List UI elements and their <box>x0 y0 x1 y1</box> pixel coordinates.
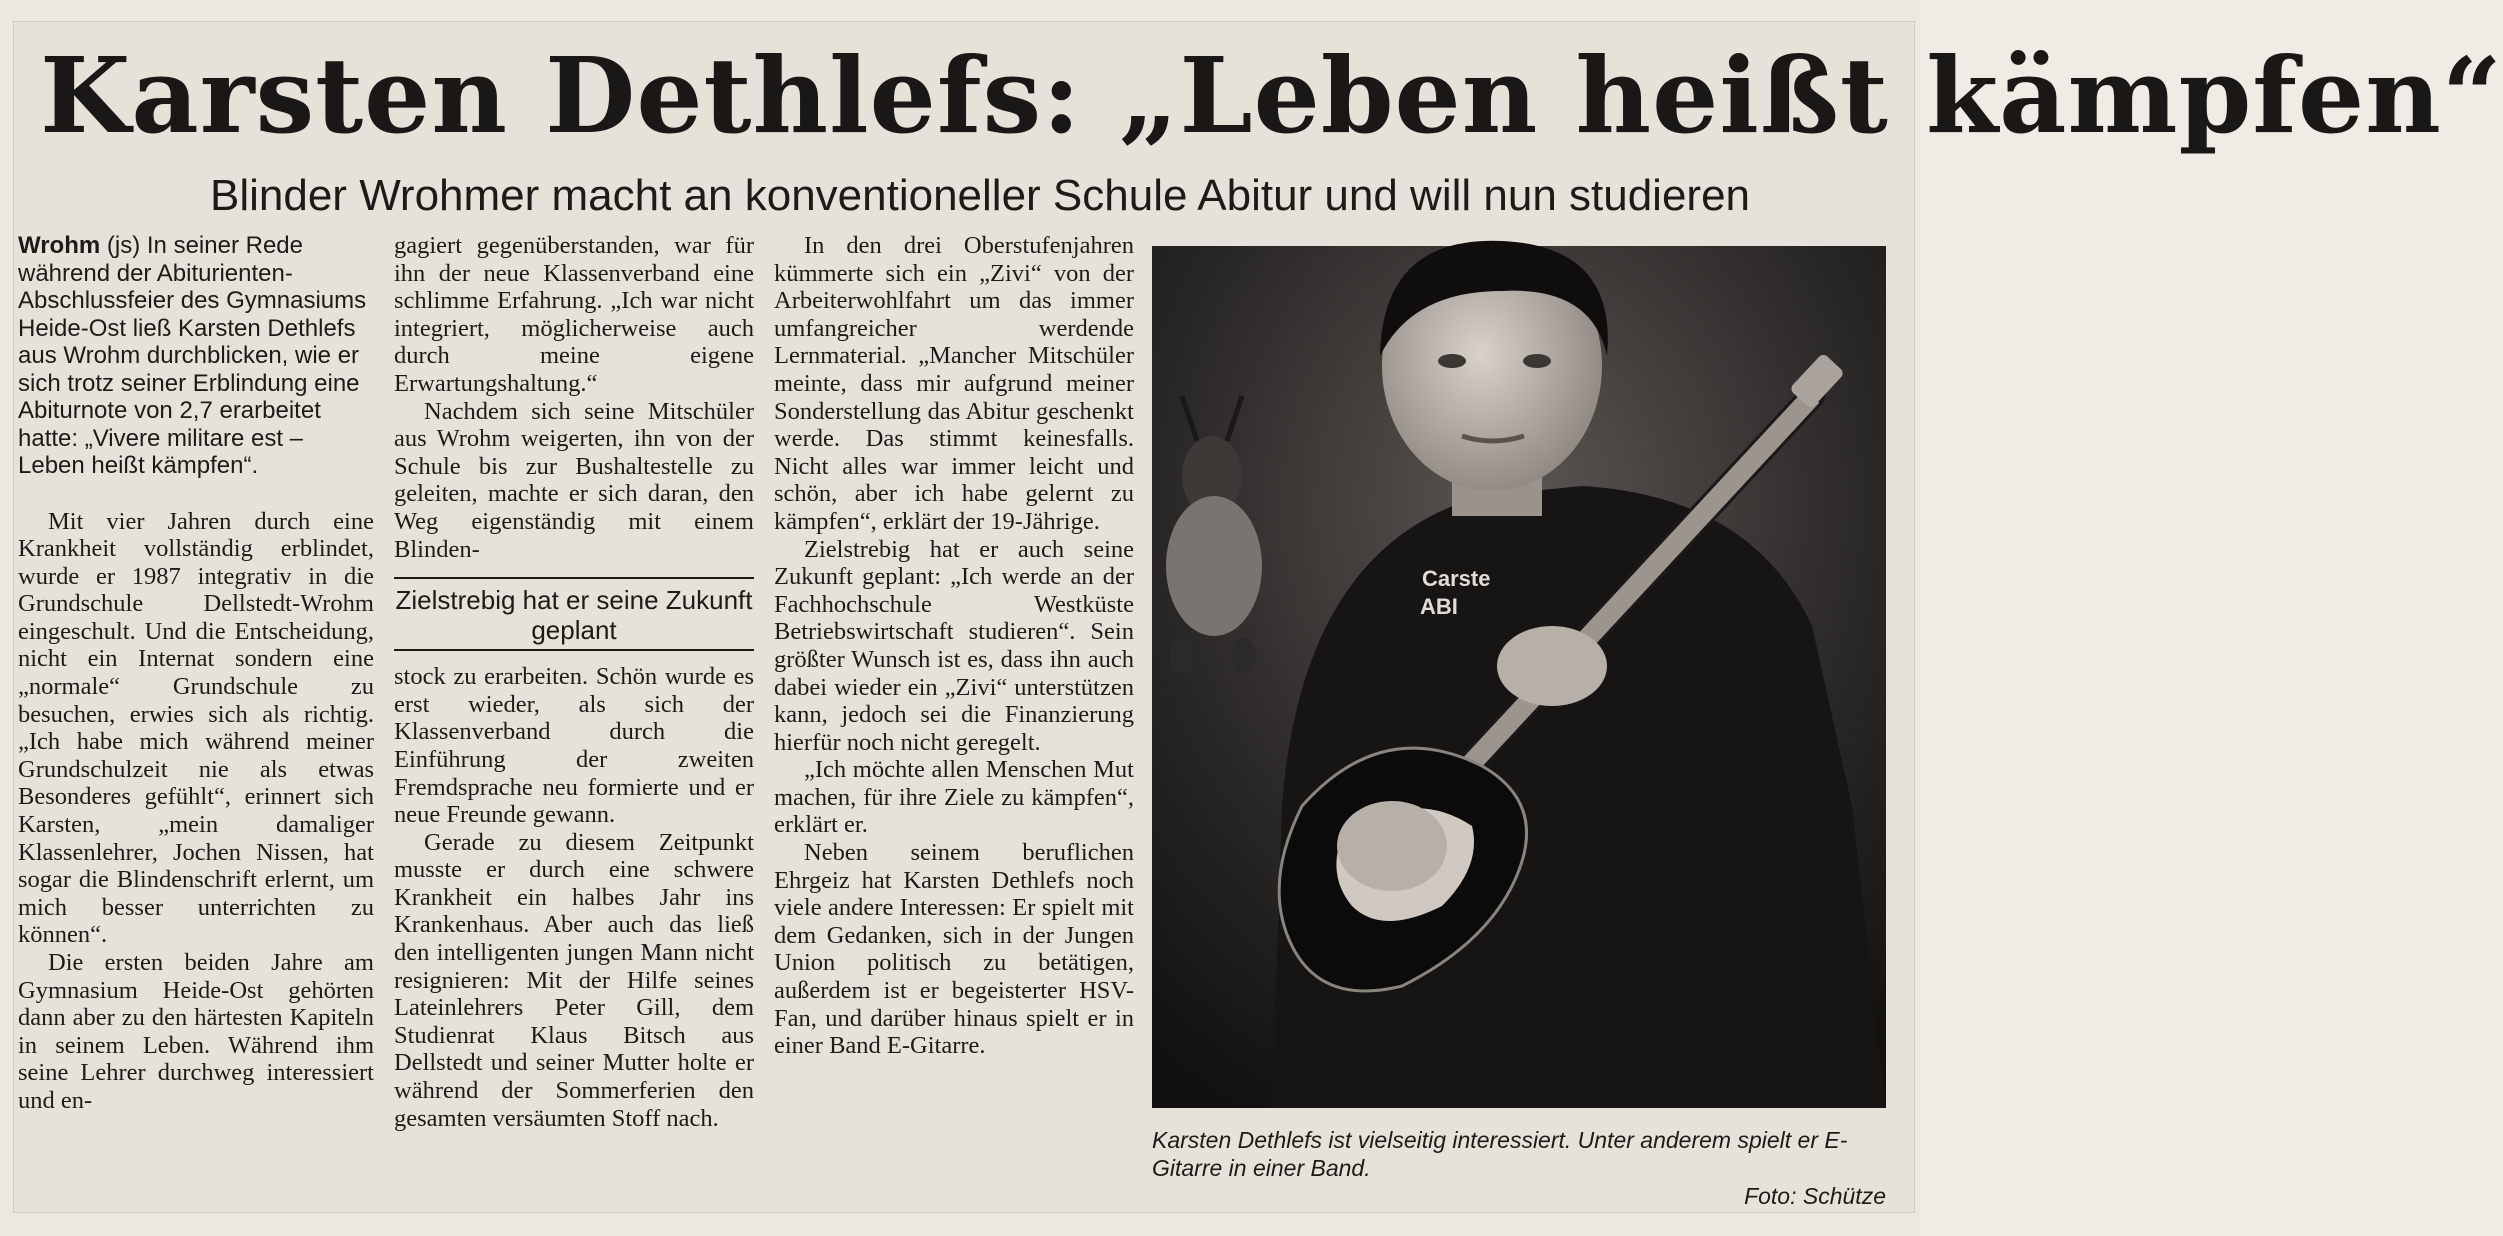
photo-credit: Foto: Schütze <box>1744 1183 1886 1209</box>
column-3 <box>774 232 1134 1060</box>
body-paragraph: gagiert gegenüberstanden, war für ihn der neue Klassenverband eine schlimme Erfahrung. „Ich war nicht integriert, möglicherweise auch durch meine eigene Erwartungshaltung.“ <box>394 232 754 397</box>
body-paragraph: stock zu erarbeiten. Schön wurde es erst wieder, als sich der Klassenverband durch die Einführung der zweiten Fremdsprache neu formierte und er neue Freunde gewann. <box>394 663 754 829</box>
body-paragraph: Neben seinem beruflichen Ehrgeiz hat Karsten Dethlefs noch viele andere Interessen: Er spielt mit dem Gedanken, sich in der Jungen Union politisch zu betätigen, außerdem ist er begeisterter HSV-Fan, und darüber hinaus spielt er in einer Band E-Gitarre. <box>774 839 1134 1060</box>
paragraph-gap <box>18 480 374 508</box>
photo-caption: Karsten Dethlefs ist vielseitig interessiert. Unter anderem spielt er E-Gitarre in einer Band. <box>1152 1127 1848 1181</box>
article-photo <box>1152 246 1886 1108</box>
guitarist-photo-illustration <box>1152 246 1886 1108</box>
body-paragraph: Zielstrebig hat er auch seine Zukunft geplant: „Ich werde an der Fachhochschule Westküste Betriebswirtschaft studieren“. Sein größter Wunsch ist es, dass ihn auch dabei wieder ein „Zivi“ unterstützen kann, jedoch sei die Finanzierung hierfür noch nicht geregelt. <box>774 535 1134 756</box>
body-paragraph: Die ersten beiden Jahre am Gymnasium Heide-Ost gehörten dann aber zu den härtesten Kapiteln in seinem Leben. Während ihm seine Lehrer durchweg interessiert und en- <box>18 949 374 1114</box>
body-paragraph: Mit vier Jahren durch eine Krankheit vollständig erblindet, wurde er 1987 integrativ in die Grundschule Dellstedt-Wrohm eingeschult. Und die Entscheidung, nicht ein Internat sondern eine „normale“ Grundschule zu besuchen, erwies sich als richtig. „Ich habe mich während meiner Grundschulzeit nie als etwas Besonderes gefühlt“, erinnert sich Karsten, „mein damaliger Klassenlehrer, Jochen Nissen, hat sogar die Blindenschrift erlernt, um mich besser unterrichten zu können“. <box>18 507 374 949</box>
column-2 <box>394 232 754 1132</box>
photo-caption-block <box>1152 1126 1886 1210</box>
shirt-print: ABI <box>1420 594 1458 619</box>
body-paragraph: Gerade zu diesem Zeitpunkt musste er durch eine schwere Krankheit ein halbes Jahr ins Krankenhaus. Aber auch das ließ den intelligenten jungen Mann nicht resignieren: Mit der Hilfe seines Lateinlehrers Peter Gill, dem Studienrat Klaus Bitsch aus Dellstedt und seiner Mutter holte er während der Sommerferien den gesamten versäumten Stoff nach. <box>394 828 754 1132</box>
crosshead: Zielstrebig hat er seine Zukunft geplant <box>394 577 754 651</box>
author-tag: (js) <box>106 232 141 259</box>
subheadline: Blinder Wrohmer macht an konventioneller Schule Abitur und will nun studieren <box>210 171 1751 220</box>
body-paragraph: Nachdem sich seine Mitschüler aus Wrohm weigerten, ihn von der Schule bis zur Bushaltestelle zu geleiten, machte er sich daran, den Weg eigenständig mit einem Blinden- <box>394 397 754 563</box>
body-paragraph: „Ich möchte allen Menschen Mut machen, für ihre Ziele zu kämpfen“, erklärt er. <box>774 756 1134 839</box>
shirt-print: Carste <box>1422 566 1491 591</box>
column-1 <box>18 232 374 1115</box>
intro-text: In seiner Rede während der Abiturienten-Abschlussfeier des Gymnasiums Heide-Ost ließ Karsten Dethlefs aus Wrohm durchblicken, wie er sich trotz seiner Erblindung eine Abiturnote von 2,7 erarbeitet hatte: „Vivere militare est – Leben heißt kämpfen“. <box>18 232 367 479</box>
dateline: Wrohm <box>18 232 101 259</box>
intro-paragraph <box>18 232 374 480</box>
headline: Karsten Dethlefs: „Leben heißt kämpfen“ <box>40 34 2503 157</box>
body-paragraph: In den drei Oberstufenjahren kümmerte sich ein „Zivi“ von der Arbeiterwohlfahrt um das immer umfangreicher werdende Lernmaterial. „Mancher Mitschüler meinte, dass mir aufgrund meiner Sonderstellung das Abitur geschenkt werde. Das stimmt keinesfalls. Nicht alles war immer leicht und schön, aber ich habe gelernt zu kämpfen“, erklärt der 19-Jährige. <box>774 232 1134 535</box>
